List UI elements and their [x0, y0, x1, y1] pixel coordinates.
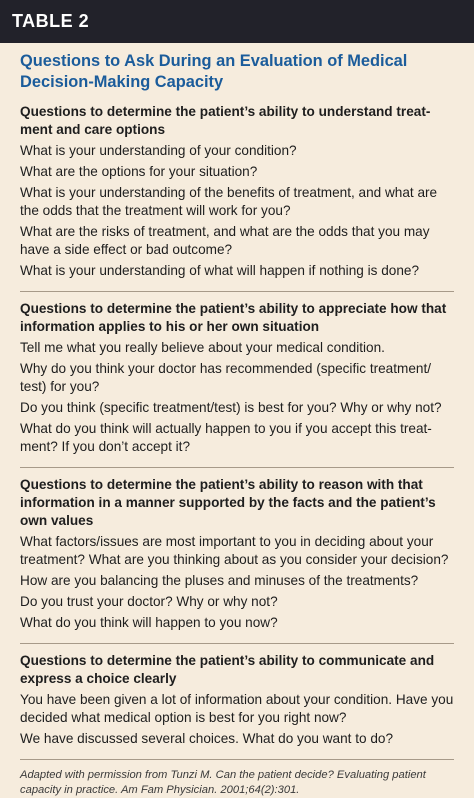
question-item: What do you think will happen to you now?	[20, 615, 278, 630]
question-item: Why do you think your doctor has recommended (specific treatment/ test) for you?	[20, 361, 432, 394]
question-item: What is your understanding of the benefits of treatment, and what are the odds that the treatment will work for you?	[20, 185, 438, 218]
question-item: What is your understanding of what will happen if nothing is done?	[20, 263, 419, 278]
question-item: What do you think will actually happen to you if you accept this treat-ment? If you don’t accept it?	[20, 421, 432, 454]
question-item: What are the risks of treatment, and what are the odds that you may have a side effect or bad outcome?	[20, 224, 430, 257]
question-item: What are the options for your situation?	[20, 164, 258, 179]
question-item: What factors/issues are most important to you in deciding about your treatment? What are you thinking about as you consider your decision?	[20, 534, 449, 567]
table-content	[0, 43, 474, 798]
question-item: Tell me what you really believe about your medical condition.	[20, 340, 385, 355]
section-communicate	[20, 652, 454, 760]
question-item: You have been given a lot of information about your condition. Have you decided what medical option is best for you right now?	[20, 692, 454, 725]
section-heading: Questions to determine the patient’s ability to communicate and express a choice clearly	[20, 653, 435, 686]
section-reason	[20, 476, 454, 644]
question-item: Do you think (specific treatment/test) is best for you? Why or why not?	[20, 400, 442, 415]
question-item: We have discussed several choices. What do you want to do?	[20, 731, 394, 746]
question-item: Do you trust your doctor? Why or why not?	[20, 594, 278, 609]
table-label: TABLE 2	[12, 11, 90, 31]
section-heading: Questions to determine the patient’s ability to reason with that information in a manner supported by the facts and the patient’s own values	[20, 477, 436, 528]
table-label-bar	[0, 0, 474, 43]
question-item: How are you balancing the pluses and minuses of the treatments?	[20, 573, 419, 588]
section-heading: Questions to determine the patient’s ability to understand treat-ment and care options	[20, 104, 431, 137]
source-note: Adapted with permission from Tunzi M. Can the patient decide? Evaluating patient capacity in practice. Am Fam Physician. 2001;64(2):301.	[20, 769, 426, 796]
section-heading: Questions to determine the patient’s ability to appreciate how that information applies to his or her own situation	[20, 301, 447, 334]
section-understand	[20, 103, 454, 292]
table-title: Questions to Ask During an Evaluation of Medical Decision-Making Capacity	[20, 52, 408, 91]
section-appreciate	[20, 300, 454, 468]
question-item: What is your understanding of your condition?	[20, 143, 297, 158]
